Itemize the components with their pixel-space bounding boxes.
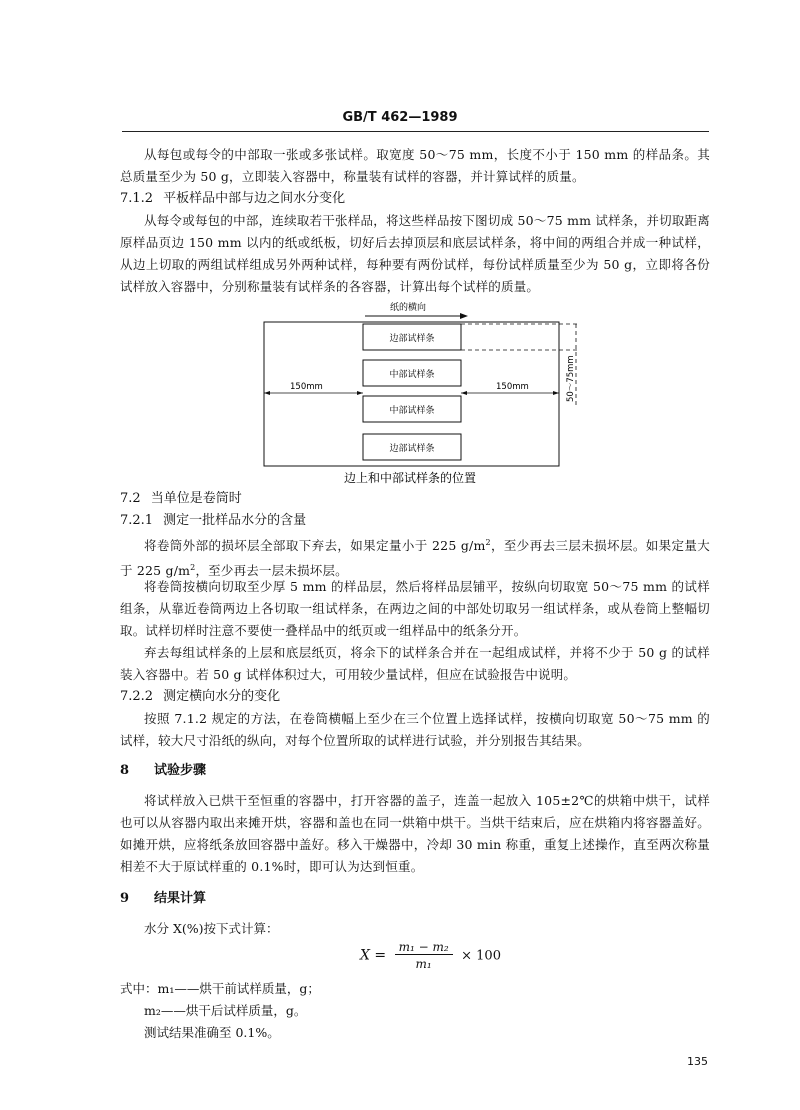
left-dim-arrow-b bbox=[357, 391, 363, 395]
where-label: 式中： bbox=[120, 981, 158, 996]
heading-9 bbox=[120, 888, 206, 910]
formula-fraction bbox=[395, 940, 453, 971]
paragraph-7-1-1: 从每包或每令的中部取一张或多张试样。取宽度 50～75 mm，长度不小于 150 mm 的样品条。其总质量至少为 50 g，立即装入容器中，称量装有试样的容器，并计算试样的质量。 bbox=[120, 147, 710, 184]
grain-arrowhead bbox=[460, 313, 468, 319]
heading-number: 7.2.1 bbox=[120, 513, 154, 528]
paragraph-8: 将试样放入已烘干至恒重的容器中，打开容器的盖子，连盖一起放入 105±2℃的烘箱中烘干，试样也可以从容器内取出来摊开烘，容器和盖也在同一烘箱中烘干。当烘干结束后，应在烘箱内将容器盖好。如摊开烘，应将纸条放回容器中盖好。移入干燥器中，冷却 30 min 称重，重复上述操作，直至两次称量相差不大于原试样重的 0.1%时，即可认为达到恒重。 bbox=[120, 793, 710, 874]
where-m1: m₁——烘干前试样质量，g； bbox=[157, 981, 320, 996]
paragraph-7-2-2: 按照 7.1.2 规定的方法，在卷筒横幅上至少在三个位置上选择试样，按横向切取宽 50～75 mm 的试样，较大尺寸沿纸的纵向，对每个位置所取的试样进行试验，并分别报告其结果。 bbox=[120, 711, 710, 748]
strip-position-diagram bbox=[260, 300, 600, 490]
header-rule bbox=[122, 131, 709, 132]
heading-title: 平板样品中部与边之间水分变化 bbox=[163, 191, 346, 206]
paragraph-7-2-1-b: 将卷筒按横向切取至少厚 5 mm 的样品层，然后将样品层铺平，按纵向切取宽 50～75 mm 的试样组条，从靠近卷筒两边上各切取一组试样条，在两边之间的中部处切取另一组试样条，或从卷筒上整幅切取。试样切样时注意不要使一叠样品中的纸页或一组样品中的纸条分开。 bbox=[120, 579, 710, 638]
heading-title: 试验步骤 bbox=[154, 763, 207, 778]
accuracy-note: 测试结果准确至 0.1%。 bbox=[144, 1025, 280, 1040]
right-dim-arrow-b bbox=[553, 391, 559, 395]
text-segment: 将卷筒外部的损坏层全部取下弃去，如果定量小于 225 g/m bbox=[144, 538, 486, 554]
right-dim-arrow-a bbox=[461, 391, 467, 395]
heading-7-2-2 bbox=[120, 686, 280, 708]
heading-title: 当单位是卷筒时 bbox=[150, 491, 242, 506]
heading-7-1-2 bbox=[120, 188, 345, 210]
heading-number: 8 bbox=[120, 763, 130, 778]
standard-code-header: GB/T 462—1989 bbox=[342, 110, 458, 125]
heading-title: 结果计算 bbox=[154, 891, 207, 906]
width-dimension-label: 50～75mm bbox=[566, 355, 576, 402]
right-dimension-label: 150mm bbox=[496, 382, 529, 392]
formula-intro: 水分 X(%)按下式计算： bbox=[144, 921, 279, 936]
moisture-formula bbox=[360, 940, 501, 971]
heading-8 bbox=[120, 760, 206, 782]
left-dimension-label: 150mm bbox=[290, 382, 323, 392]
heading-7-2-1 bbox=[120, 510, 306, 532]
heading-title: 测定一批样品水分的含量 bbox=[163, 513, 307, 528]
grain-direction-label: 纸的横向 bbox=[390, 303, 427, 313]
text-segment: ，至少再去三层未损坏层。如果定量大于 225 g/m bbox=[120, 538, 710, 579]
middle-strip-2-label: 中部试样条 bbox=[389, 406, 435, 416]
paragraph-7-2-1-a bbox=[120, 532, 710, 582]
middle-strip-1-label: 中部试样条 bbox=[389, 370, 435, 380]
heading-number: 7.2 bbox=[120, 491, 141, 506]
superscript: 2 bbox=[485, 538, 491, 547]
page-number: 135 bbox=[687, 1055, 708, 1068]
text-segment: ，至少再去一层未损坏层。 bbox=[195, 563, 348, 579]
where-block bbox=[120, 978, 320, 1000]
heading-number: 9 bbox=[120, 891, 130, 906]
heading-7-2 bbox=[120, 488, 242, 510]
where-m2: m₂——烘干后试样质量，g。 bbox=[144, 1003, 307, 1018]
edge-strip-bottom-label: 边部试样条 bbox=[389, 444, 435, 454]
formula-lhs: X = bbox=[360, 947, 387, 964]
heading-number: 7.1.2 bbox=[120, 191, 154, 206]
heading-title: 测定横向水分的变化 bbox=[163, 689, 281, 704]
paragraph-7-2-1-c: 弃去每组试样条的上层和底层纸页，将余下的试样条合并在一起组成试样，并将不少于 50 g 的试样装入容器中。若 50 g 试样体积过大，可用较少量试样，但应在试验报告中说明。 bbox=[120, 645, 710, 682]
formula-denominator: m₁ bbox=[415, 957, 432, 971]
left-dim-arrow-a bbox=[264, 391, 270, 395]
formula-multiplier: × 100 bbox=[461, 948, 501, 964]
edge-strip-top-label: 边部试样条 bbox=[389, 334, 435, 344]
paragraph-7-1-2: 从每令或每包的中部，连续取若干张样品，将这些样品按下图切成 50～75 mm 试样条，并切取距离原样品页边 150 mm 以内的纸或纸板，切好后去掉顶层和底层试样条，将中间的两组合并成一种试样，从边上切取的两组试样组成另外两种试样，每种要有两份试样，每份试样质量至少为 50 g，立即将各份试样放入容器中，分别称量装有试样条的各容器，计算出每个试样的质量。 bbox=[120, 213, 710, 294]
superscript: 2 bbox=[190, 563, 196, 573]
formula-numerator: m₁ − m₂ bbox=[395, 940, 453, 955]
heading-number: 7.2.2 bbox=[120, 689, 154, 704]
diagram-caption: 边上和中部试样条的位置 bbox=[343, 471, 477, 485]
